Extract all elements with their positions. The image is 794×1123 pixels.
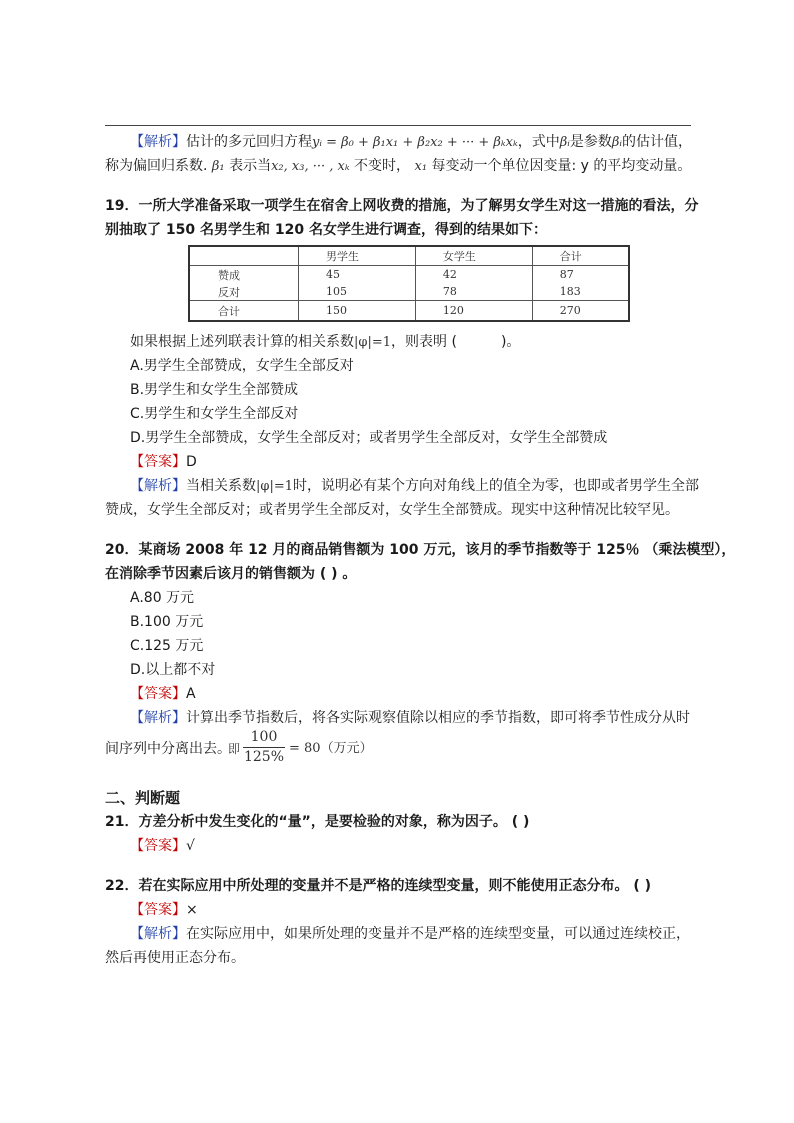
table-cell: 183 [532,283,629,301]
answer-tag: 【答案】 [130,902,186,918]
table-cell: 270 [532,301,629,322]
q19-analysis-line2: 赞成，女学生全部反对；或者男学生全部反对，女学生全部赞成。现实中这种情况比较罕见。 [105,502,679,518]
q21-stem: 21．方差分析中发生变化的“量”，是要检验的对象，称为因子。 ( ) [105,814,530,830]
fraction-numerator: 100 [250,729,278,745]
table-cell: 赞成 [218,268,240,282]
table-row [189,266,629,284]
table-cell: 合计 [532,246,629,266]
seasonal-fraction [243,729,285,769]
formula-prefix: 即 [228,742,241,756]
q19-stem-line2: 别抽取了 150 名男学生和 120 名女学生进行调查，得到的结果如下： [105,222,547,238]
table-cell: 男学生 [299,246,416,266]
q20-stem-line2: 在消除季节因素后该月的销售额为 ( ) 。 [105,566,357,582]
q19-option-d: D.男学生全部赞成，女学生全部反对；或者男学生全部反对，女学生全部赞成 [130,430,608,446]
q22-analysis-line2: 然后再使用正态分布。 [105,950,245,966]
q20-answer: 【答案】A [130,686,196,702]
analysis-tag: 【解析】 [130,134,186,150]
q19-stem-line1: 19．一所大学准备采取一项学生在宿舍上网收费的措施，为了解男女学生对这一措施的看法，分 [105,198,699,214]
contingency-table [188,245,630,322]
q18-analysis-line2: 称为偏回归系数. β₁ 表示当x₂, x₃, ··· , xₖ 不变时， x₁ 每变动一个单位因变量: y 的平均变动量。 [105,158,692,174]
section-heading: 二、判断题 [105,789,181,807]
table-cell: 42 [415,266,532,284]
table-cell: 45 [299,266,416,284]
q20-option-d: D.以上都不对 [130,662,216,678]
table-cell: 反对 [218,285,240,299]
fraction-bar [243,747,285,748]
answer-tag: 【答案】 [130,838,186,854]
q22-analysis-line1: 【解析】在实际应用中，如果所处理的变量并不是严格的连续型变量，可以通过连续校正， [130,926,690,942]
table-cell: 合计 [189,301,299,322]
table-cell: 150 [299,301,416,322]
q18-analysis-line1: 【解析】估计的多元回归方程yᵢ = β₀ + β₁x₁ + β₂x₂ + ··· + βₖxₖ，式中βᵢ是参数βᵢ的估计值， [130,134,693,150]
q20-analysis-line1: 【解析】计算出季节指数后，将各实际观察值除以相应的季节指数，即可将季节性成分从时 [130,710,690,726]
fraction-denominator: 125% [243,749,285,765]
table-total-row [189,301,629,322]
table-cell [189,246,299,266]
answer-tag: 【答案】 [130,686,186,702]
q22-answer: 【答案】× [130,902,198,918]
q20-option-b: B.100 万元 [130,614,204,630]
table-cell: 105 [299,283,416,301]
q20-option-a: A.80 万元 [130,590,195,606]
table-cell: 120 [415,301,532,322]
q22-stem: 22．若在实际应用中所处理的变量并不是严格的连续型变量，则不能使用正态分布。 ( ) [105,878,652,894]
q19-option-a: A.男学生全部赞成，女学生全部反对 [130,358,354,374]
q19-option-c: C.男学生和女学生全部反对 [130,406,299,422]
analysis-tag: 【解析】 [130,478,186,494]
answer-tag: 【答案】 [130,454,186,470]
formula-result: = 80（万元） [289,741,373,756]
table-cell: 87 [532,266,629,284]
table-cell: 女学生 [415,246,532,266]
q20-stem-line1: 20．某商场 2008 年 12 月的商品销售额为 100 万元，该月的季节指数等于 125％ （乘法模型）， [105,542,736,558]
q21-answer: 【答案】√ [130,838,195,854]
table-header-row [189,246,629,266]
analysis-tag: 【解析】 [130,710,186,726]
q19-analysis-line1: 【解析】当相关系数|φ|=1时，说明必有某个方向对角线上的值全为零，也即或者男学生全部 [130,478,700,494]
q19-answer: 【答案】D [130,454,197,470]
regression-formula: yᵢ = β₀ + β₁x₁ + β₂x₂ + ··· + βₖxₖ [312,135,518,150]
q19-option-b: B.男学生和女学生全部赞成 [130,382,299,398]
analysis-tag: 【解析】 [130,926,186,942]
q20-analysis-line2: 间序列中分离出去。 [105,741,231,757]
q19-question: 如果根据上述列联表计算的相关系数|φ|=1，则表明 ( )。 [130,334,521,350]
table-cell: 78 [415,283,532,301]
table-row [189,283,629,301]
q20-option-c: C.125 万元 [130,638,204,654]
header-rule [105,125,691,126]
